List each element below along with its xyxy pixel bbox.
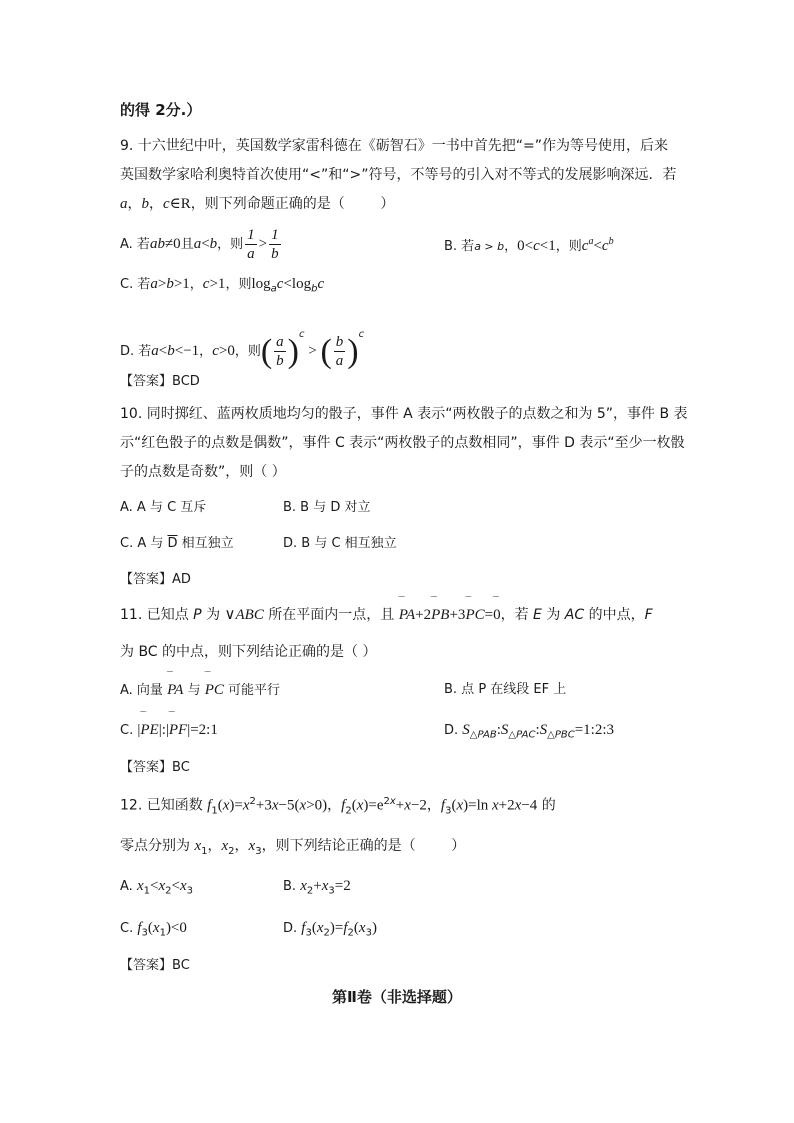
q11-line1: 11. 已知点 P 为 ∨ABC 所在平面内一点，且 ‾‾ PA+2‾‾ PB+3‾‾ PC=‾‾ 0，若 E 为 AC 的中点，F	[120, 605, 653, 625]
q9-option-c: C. 若a>b>1，c>1，则$\log_ac<\log_bc$	[120, 276, 325, 295]
q11-option-d: D. $S_{\triangle PAB}:S_{\triangle PAC}:S_{\triangle PBC}=1:2:3$	[444, 722, 614, 741]
header-note: 的得 2分.）	[120, 101, 202, 119]
q10-option-b: B. B 与 D 对立	[283, 500, 371, 515]
q12-answer: 【答案】BC	[120, 958, 190, 973]
q9-line2: 英国数学家哈利奥特首次使用“<”和“>”符号，不等号的引入对不等式的发展影响深远．若	[120, 167, 677, 183]
q9-option-b: B. 若a > b，0<c<1，则$c^a<c^b$	[444, 236, 614, 254]
q11-option-c: C. |‾‾ PE|:|‾‾ PF|=2:1	[120, 720, 218, 741]
q9-answer: 【答案】BCD	[120, 374, 200, 389]
section-title: 第Ⅱ卷（非选择题）	[332, 988, 462, 1006]
q10-option-d: D. B 与 C 相互独立	[283, 536, 397, 551]
q12-line1: 12. 已知函数 $f_1(x)=x^2+3x-5(x>0)$，$f_2(x)=e^{2x}+x-2$，$f_3(x)=\ln$ x+2x−4 的	[120, 796, 556, 817]
q9-line3: a，b，c∈R，则下列命题正确的是（ ）	[120, 196, 395, 212]
q11-answer: 【答案】BC	[120, 760, 190, 775]
q10-option-a: A. A 与 C 互斥	[120, 500, 207, 515]
q10-line3: 子的点数是奇数”，则（ ）	[120, 464, 286, 480]
q9-option-a: A. 若ab≠0且a<b，则 $\frac{1}{a}$ > $\frac{1}{b}$	[120, 227, 279, 262]
q12-option-c: C. $f_3(x_1)<0$	[120, 920, 187, 939]
q12-option-b: B. $x_2+x_3=2$	[283, 878, 351, 897]
q10-line2: 示“红色骰子的点数是偶数”，事件 C 表示“两枚骰子的点数相同”，事件 D 表示“至少一枚骰	[120, 435, 685, 451]
q11-option-a: A. 向量 ‾‾ PA 与 ‾‾ PC 可能平行	[120, 680, 280, 701]
q9-option-d: D. 若a<b<−1，c>0，则( $\frac{a}{b}$ )$^c$ > ( $\frac{b}{a}$ )$^c$	[120, 329, 365, 370]
q10-answer: 【答案】AD	[120, 572, 191, 587]
q12-option-d: D. $f_3(x_2)=f_2(x_3)$	[283, 920, 377, 939]
q10-line1: 10. 同时掷红、蓝两枚质地均匀的骰子，事件 A 表示“两枚骰子的点数之和为 5”，事件 B 表	[120, 406, 688, 422]
q12-line2: 零点分别为 $x_1$，$x_2$，$x_3$，则下列结论正确的是（ ）	[120, 838, 466, 857]
q11-line2: 为 BC 的中点，则下列结论正确的是（ ）	[120, 644, 377, 660]
q11-option-b: B. 点 P 在线段 EF 上	[444, 682, 567, 697]
q12-option-a: A. $x_1<x_2<x_3$	[120, 878, 194, 897]
q10-option-c: C. A 与 $\overline{D}$ 相互独立	[120, 536, 234, 551]
q9-line1: 9. 十六世纪中叶，英国数学家雷科德在《砺智石》一书中首先把“=”作为等号使用，后来	[120, 138, 669, 154]
